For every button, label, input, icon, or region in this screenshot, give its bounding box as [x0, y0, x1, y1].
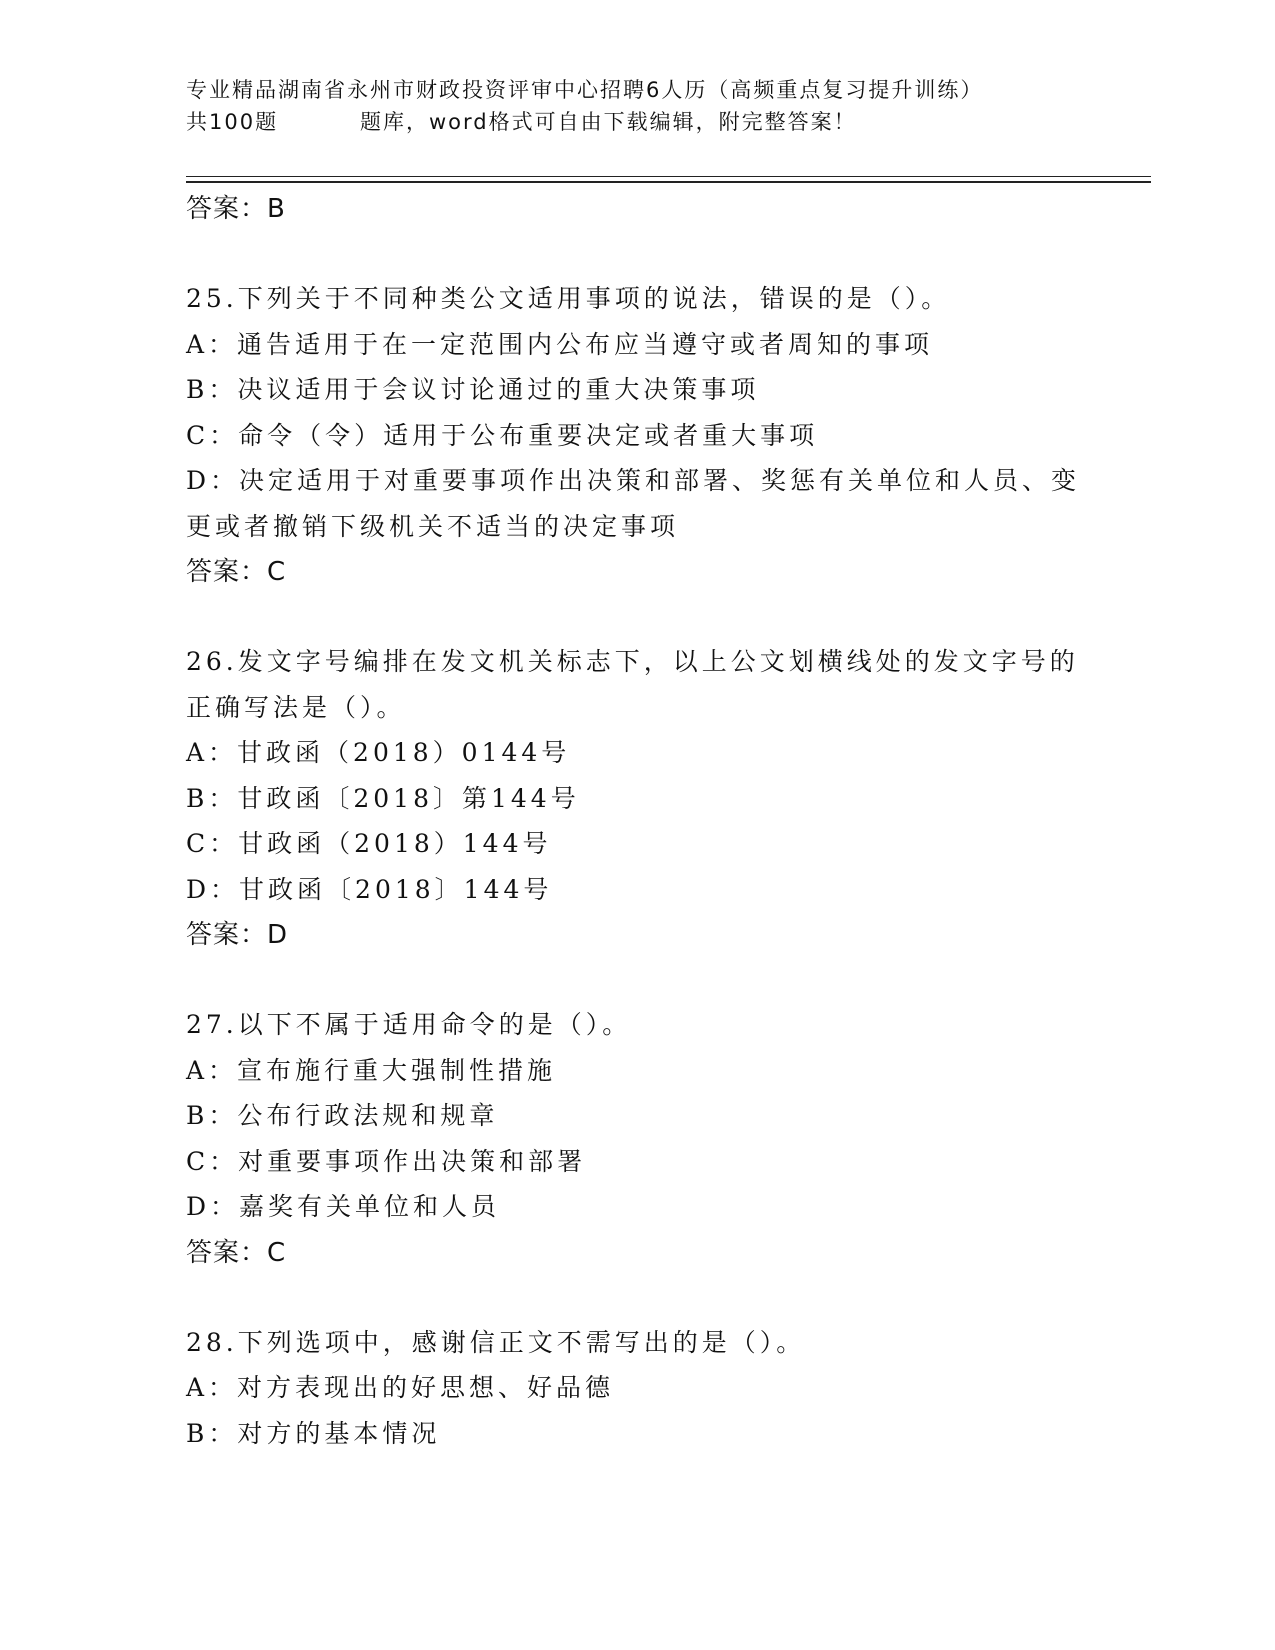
answer-option: A：甘政函（2018）0144号: [186, 738, 571, 767]
question-block: [186, 1320, 1086, 1457]
answer-option: C：对重要事项作出决策和部署: [186, 1146, 587, 1176]
question-block: [186, 639, 1086, 958]
header-description: 题库，word格式可自由下载编辑，附完整答案！: [360, 110, 857, 134]
answer-option: B：公布行政法规和规章: [186, 1101, 499, 1130]
answer-option: A：宣布施行重大强制性措施: [186, 1055, 557, 1085]
header-title-line: 专业精品湖南省永州市财政投资评审中心招聘6人历（高频重点复习提升训练）: [186, 78, 984, 102]
answer-option: A：通告适用于在一定范围内公布应当遵守或者周知的事项: [186, 329, 934, 359]
question-block: [186, 276, 1086, 595]
question-text: 正确写法是（）。: [186, 692, 406, 722]
answer-option: D：嘉奖有关单位和人员: [186, 1192, 501, 1221]
question-list: [186, 186, 1086, 1456]
answer-option: A：对方表现出的好思想、好品德: [186, 1373, 615, 1402]
answer-option: 更或者撤销下级机关不适当的决定事项: [186, 511, 680, 541]
header-divider-thin: [186, 176, 1151, 177]
header-subtitle-line: [186, 106, 1086, 138]
answer-option: B：决议适用于会议讨论通过的重大决策事项: [186, 375, 760, 404]
answer-key: 答案：C: [186, 1237, 287, 1268]
answer-option: C：甘政函（2018）144号: [186, 829, 552, 858]
answer-option: D：甘政函〔2018〕144号: [186, 874, 553, 904]
previous-answer: 答案：B: [186, 194, 286, 224]
answer-key: 答案：D: [186, 920, 289, 950]
question-block: [186, 1002, 1086, 1276]
answer-key: 答案：C: [186, 557, 287, 587]
answer-option: B：对方的基本情况: [186, 1418, 441, 1448]
question-text: 27.以下不属于适用命令的是（）。: [186, 1010, 632, 1039]
question-text: 26.发文字号编排在发文机关标志下，以上公文划横线处的发文字号的: [186, 647, 1079, 676]
answer-option: C：命令（令）适用于公布重要决定或者重大事项: [186, 420, 819, 450]
document-header: [186, 74, 1086, 138]
header-divider-thick: [186, 181, 1151, 183]
question-text: 25.下列关于不同种类公文适用事项的说法，错误的是（）。: [186, 284, 951, 313]
question-text: 28.下列选项中，感谢信正文不需写出的是（）。: [186, 1327, 806, 1357]
question-count: 共100题: [186, 110, 279, 134]
answer-option: D：决定适用于对重要事项作出决策和部署、奖惩有关单位和人员、变: [186, 466, 1081, 495]
answer-option: B：甘政函〔2018〕第144号: [186, 783, 580, 813]
